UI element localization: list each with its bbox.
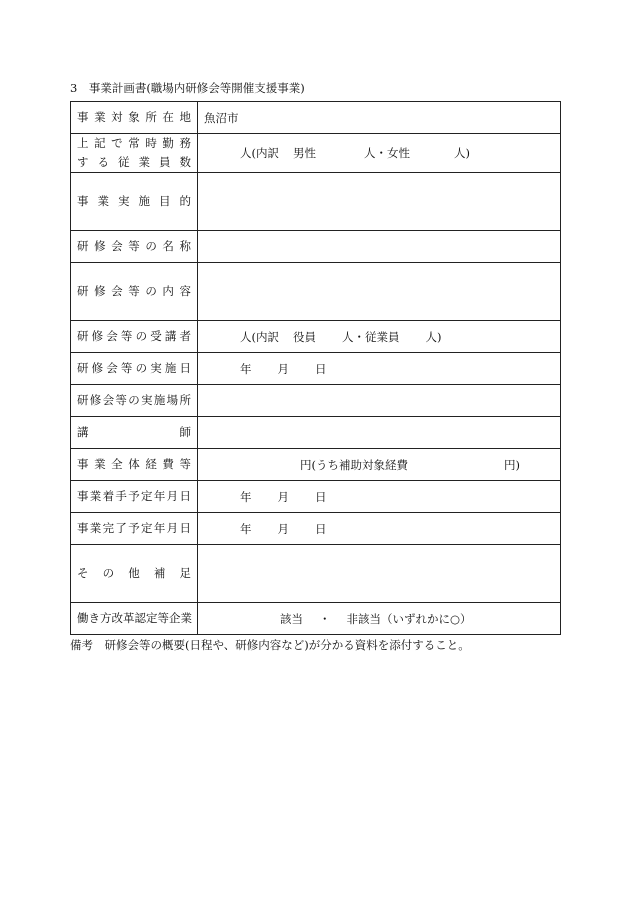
employees-male: 男性 <box>293 146 316 160</box>
value-reform[interactable] <box>198 603 561 635</box>
row-purpose <box>71 173 561 231</box>
attendees-close: 人) <box>425 329 442 344</box>
reform-separator: ・ <box>319 611 331 626</box>
reform-option-yes[interactable]: 該当 <box>280 611 303 626</box>
start-year: 年 <box>240 489 252 504</box>
row-content <box>71 263 561 321</box>
end-month: 月 <box>277 521 289 536</box>
row-end <box>71 513 561 545</box>
row-attendees <box>71 321 561 353</box>
label-reform: 働き方改革認定等企業 <box>71 603 198 635</box>
label-instructor: 講師 <box>71 417 198 449</box>
business-plan-table <box>70 101 561 635</box>
employees-female-sep: 人・女性 <box>364 146 410 160</box>
row-instructor <box>71 417 561 449</box>
row-date <box>71 353 561 385</box>
value-employees[interactable] <box>198 134 561 173</box>
value-purpose[interactable] <box>198 173 561 231</box>
row-reform <box>71 603 561 635</box>
value-date[interactable] <box>198 353 561 385</box>
value-location[interactable]: 魚沼市 <box>198 102 561 134</box>
attendees-staff-sep: 人・従業員 <box>342 329 400 344</box>
row-place <box>71 385 561 417</box>
label-name: 研修会等の名称 <box>71 231 198 263</box>
reform-hint: （いずれかに○） <box>381 611 472 626</box>
cost-yen-close: 円) <box>504 457 520 472</box>
cost-yen-open: 円(うち補助対象経費 <box>300 457 408 472</box>
value-place[interactable] <box>198 385 561 417</box>
remarks-note: 備考 研修会等の概要(日程や、研修内容など)が分かる資料を添付すること。 <box>70 638 470 652</box>
row-location <box>71 102 561 134</box>
label-location: 事業対象所在地 <box>71 102 198 134</box>
reform-option-no[interactable]: 非該当 <box>346 611 381 626</box>
label-employees <box>71 134 198 173</box>
label-start: 事業着手予定年月日 <box>71 481 198 513</box>
label-purpose: 事業実施目的 <box>71 173 198 231</box>
value-other[interactable] <box>198 545 561 603</box>
end-day: 日 <box>315 521 327 536</box>
row-name <box>71 231 561 263</box>
row-cost <box>71 449 561 481</box>
label-other: その他補足 <box>71 545 198 603</box>
label-attendees: 研修会等の受講者 <box>71 321 198 353</box>
attendees-unit: 人(内訳 <box>240 329 279 344</box>
value-end[interactable] <box>198 513 561 545</box>
employees-unit: 人(内訳 <box>240 146 279 160</box>
label-employees-line1: 上記で常時勤務 <box>77 136 191 150</box>
label-place: 研修会等の実施場所 <box>71 385 198 417</box>
value-cost[interactable] <box>198 449 561 481</box>
date-month: 月 <box>277 361 289 376</box>
date-year: 年 <box>240 361 252 376</box>
label-end: 事業完了予定年月日 <box>71 513 198 545</box>
attendees-officers: 役員 <box>293 329 316 344</box>
section-heading: 3 事業計画書(職場内研修会等開催支援事業) <box>70 81 305 95</box>
date-day: 日 <box>315 361 327 376</box>
value-instructor[interactable] <box>198 417 561 449</box>
end-year: 年 <box>240 521 252 536</box>
value-content[interactable] <box>198 263 561 321</box>
value-attendees[interactable] <box>198 321 561 353</box>
employees-close: 人) <box>454 146 470 160</box>
start-day: 日 <box>315 489 327 504</box>
label-content: 研修会等の内容 <box>71 263 198 321</box>
row-other <box>71 545 561 603</box>
label-date: 研修会等の実施日 <box>71 353 198 385</box>
label-employees-line2: する従業員数 <box>77 155 191 169</box>
label-cost: 事業全体経費等 <box>71 449 198 481</box>
row-start <box>71 481 561 513</box>
value-name[interactable] <box>198 231 561 263</box>
value-start[interactable] <box>198 481 561 513</box>
start-month: 月 <box>277 489 289 504</box>
row-employees <box>71 134 561 173</box>
